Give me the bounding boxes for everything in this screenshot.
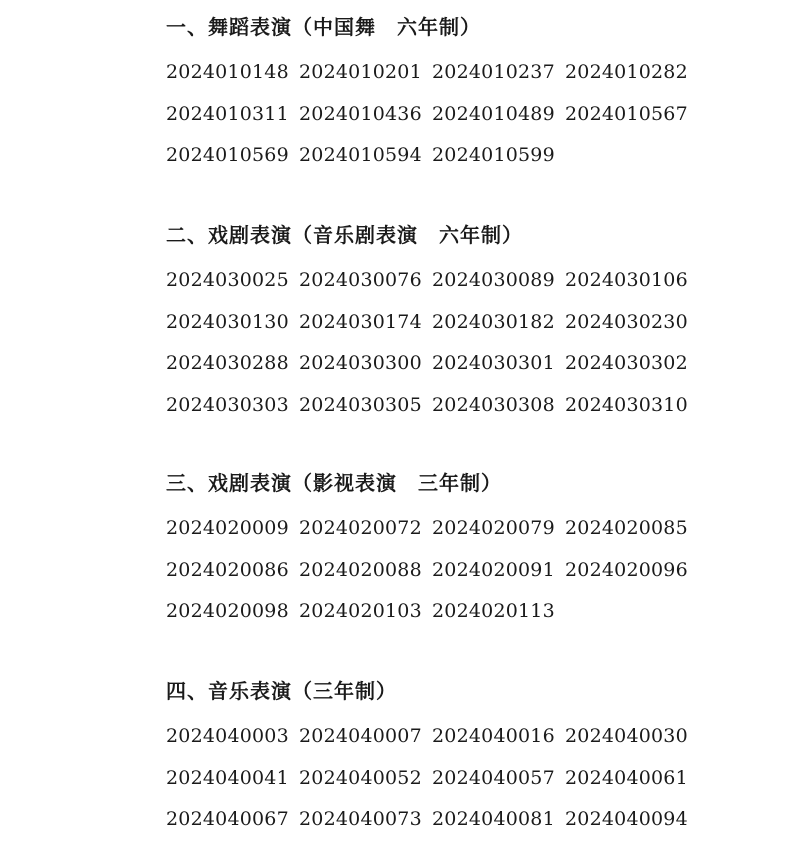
student-id: 2024010594 [299, 144, 422, 166]
section-dance-performance [166, 12, 726, 177]
student-id: 2024010567 [565, 102, 688, 125]
student-id: 2024010599 [432, 144, 555, 166]
student-id: 2024020091 [432, 558, 555, 581]
student-id: 2024030305 [299, 393, 422, 416]
student-id: 2024040094 [565, 808, 688, 830]
student-id: 2024030301 [432, 352, 555, 374]
student-id: 2024040052 [299, 766, 422, 789]
student-id: 2024010436 [299, 102, 422, 125]
section-title: 一、舞蹈表演（中国舞 六年制） [166, 15, 481, 39]
student-id: 2024040041 [166, 766, 289, 789]
student-id: 2024030025 [166, 269, 289, 291]
student-id: 2024010201 [299, 61, 422, 83]
student-id-list [166, 260, 726, 426]
section-title: 三、戏剧表演（影视表演 三年制） [166, 471, 502, 495]
student-id: 2024010569 [166, 144, 289, 166]
section-musical-theatre-performance [166, 220, 726, 426]
section-music-performance [166, 676, 726, 841]
student-id: 2024030182 [432, 310, 555, 333]
student-id: 2024030288 [166, 352, 289, 374]
student-id: 2024040003 [166, 725, 289, 747]
student-id: 2024020088 [299, 558, 422, 581]
section-title: 二、戏剧表演（音乐剧表演 六年制） [166, 223, 523, 247]
student-id: 2024030174 [299, 310, 422, 333]
student-id: 2024020009 [166, 517, 289, 539]
student-id: 2024020086 [166, 558, 289, 581]
student-id: 2024030308 [432, 393, 555, 416]
student-id: 2024010148 [166, 61, 289, 83]
student-id: 2024030300 [299, 352, 422, 374]
student-id: 2024030089 [432, 269, 555, 291]
student-id: 2024030076 [299, 269, 422, 291]
student-id: 2024020096 [565, 558, 688, 581]
student-id: 2024010489 [432, 102, 555, 125]
student-id-list [166, 716, 726, 841]
student-id: 2024020079 [432, 517, 555, 539]
student-id: 2024030303 [166, 393, 289, 416]
student-id-list [166, 508, 726, 633]
section-film-acting [166, 468, 726, 633]
student-id: 2024030302 [565, 352, 688, 374]
student-id: 2024010311 [166, 102, 289, 125]
student-id: 2024040073 [299, 808, 422, 830]
student-id: 2024020113 [432, 600, 555, 622]
student-id: 2024010237 [432, 61, 555, 83]
student-id: 2024030106 [565, 269, 688, 291]
student-id: 2024040016 [432, 725, 555, 747]
student-id-list [166, 52, 726, 177]
student-id: 2024020072 [299, 517, 422, 539]
student-id: 2024040007 [299, 725, 422, 747]
student-id: 2024030130 [166, 310, 289, 333]
student-id: 2024040067 [166, 808, 289, 830]
student-id: 2024030230 [565, 310, 688, 333]
student-id: 2024020098 [166, 600, 289, 622]
student-id: 2024040081 [432, 808, 555, 830]
student-id: 2024040030 [565, 725, 688, 747]
student-id: 2024010282 [565, 61, 688, 83]
student-id: 2024040061 [565, 766, 688, 789]
student-id: 2024020085 [565, 517, 688, 539]
student-id: 2024030310 [565, 393, 688, 416]
student-id: 2024020103 [299, 600, 422, 622]
student-id: 2024040057 [432, 766, 555, 789]
section-title: 四、音乐表演（三年制） [166, 679, 397, 703]
